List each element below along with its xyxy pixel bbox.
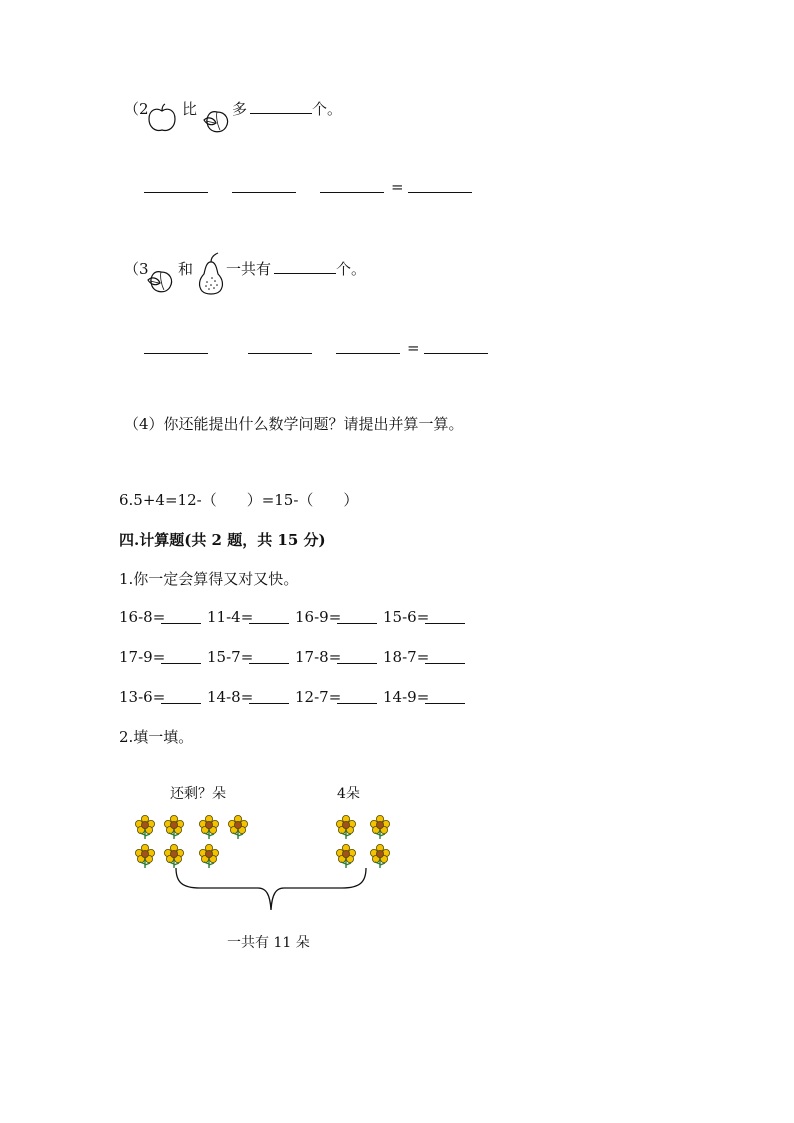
flower-icon [226, 814, 250, 840]
flower-icon [334, 814, 358, 840]
calc1-answer-blank[interactable] [249, 609, 289, 624]
q2-eq-blank-1[interactable] [144, 192, 208, 193]
calc1-answer-blank[interactable] [161, 609, 201, 624]
q2-answer-blank[interactable] [250, 99, 312, 114]
flower-icon [133, 843, 157, 869]
calc1-answer-blank[interactable] [249, 649, 289, 664]
flower-icon [133, 814, 157, 840]
calc1-item: 17-9= [119, 648, 166, 666]
calc1-answer-blank[interactable] [337, 689, 377, 704]
calc1-item: 14-8= [207, 688, 254, 706]
calc2-right-label: 4朵 [337, 786, 360, 802]
q3-prefix: （3 [124, 260, 149, 278]
peach-icon [146, 266, 176, 296]
calc1-title: 1.你一定会算得又对又快。 [119, 570, 299, 588]
q2-eq-blank-3[interactable] [320, 192, 384, 193]
q3-eq-blank-4[interactable] [424, 353, 488, 354]
q3-eq-blank-3[interactable] [336, 353, 400, 354]
q2-suffix: 个。 [312, 100, 343, 118]
pear-icon [196, 252, 226, 296]
calc1-answer-blank[interactable] [161, 689, 201, 704]
calc1-item: 11-4= [207, 608, 254, 626]
q6-text: 6.5+4=12-（ ）=15-（ ） [119, 491, 359, 509]
flower-icon [197, 814, 221, 840]
q2-prefix: （2 [124, 100, 149, 118]
calc1-item: 13-6= [119, 688, 166, 706]
q3-suffix: 个。 [336, 260, 367, 278]
q3-word-he: 和 [178, 260, 194, 278]
flower-icon [368, 814, 392, 840]
q3-eq-equals: = [407, 339, 420, 357]
calc1-answer-blank[interactable] [249, 689, 289, 704]
q2-eq-equals: = [391, 178, 404, 196]
calc1-item: 15-6= [383, 608, 430, 626]
q2-eq-blank-4[interactable] [408, 192, 472, 193]
calc2-title: 2.填一填。 [119, 728, 194, 746]
q3-eq-blank-1[interactable] [144, 353, 208, 354]
q3-eq-blank-2[interactable] [248, 353, 312, 354]
q3-word-total: 一共有 [226, 260, 272, 278]
calc1-item: 18-7= [383, 648, 430, 666]
calc1-item: 16-9= [295, 608, 342, 626]
calc1-item: 17-8= [295, 648, 342, 666]
q2-eq-blank-2[interactable] [232, 192, 296, 193]
apple-icon [146, 102, 178, 134]
calc2-total-label: 一共有 11 朵 [227, 935, 310, 951]
calc1-answer-blank[interactable] [337, 649, 377, 664]
section-title: 四.计算题(共 2 题，共 15 分) [119, 531, 326, 549]
calc1-item: 14-9= [383, 688, 430, 706]
q3-answer-blank[interactable] [274, 259, 336, 274]
calc1-answer-blank[interactable] [337, 609, 377, 624]
calc1-answer-blank[interactable] [425, 649, 465, 664]
peach-icon [202, 106, 232, 136]
calc1-answer-blank[interactable] [425, 689, 465, 704]
calc1-item: 15-7= [207, 648, 254, 666]
q2-word-duo: 多 [232, 100, 248, 118]
calc2-left-label: 还剩？朵 [170, 786, 226, 802]
q4-text: （4）你还能提出什么数学问题？请提出并算一算。 [124, 415, 464, 433]
calc1-item: 16-8= [119, 608, 166, 626]
calc1-answer-blank[interactable] [161, 649, 201, 664]
calc1-item: 12-7= [295, 688, 342, 706]
q2-word-bi: 比 [182, 100, 198, 118]
flower-icon [162, 814, 186, 840]
brace-icon [170, 866, 374, 914]
calc1-answer-blank[interactable] [425, 609, 465, 624]
